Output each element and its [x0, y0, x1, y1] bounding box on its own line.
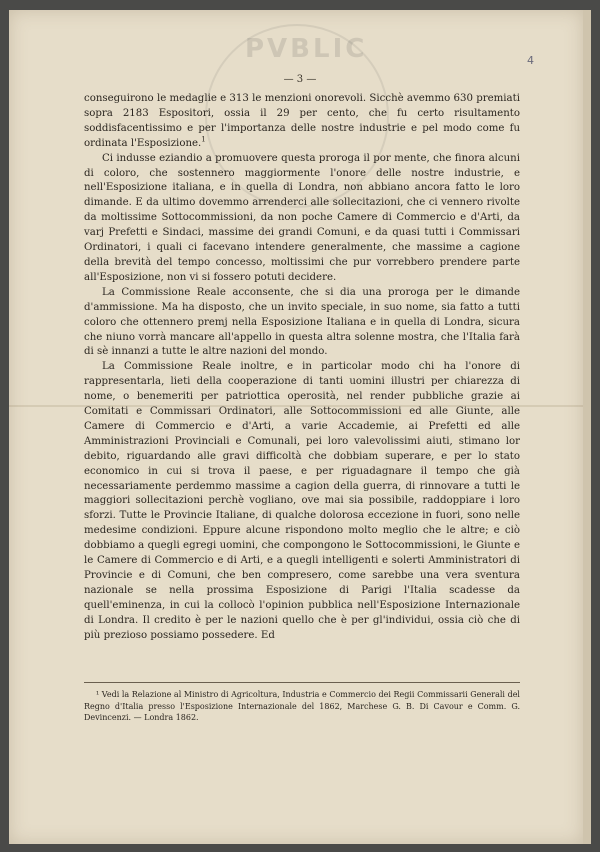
footnote — [84, 689, 520, 724]
footnote-text: ¹ Vedi la Relazione al Ministro di Agricoltura, Industria e Commercio dei Regii Commissarii Generali del Regno d'Italia presso l'Esposizione Internazionale del 1862, Marchese G. B. Di Cavour e Comm. G. Devincenzi. — Londra 1862. — [84, 690, 520, 723]
footnote-rule — [84, 682, 520, 683]
paragraph-1: conseguirono le medaglie e 313 le menzioni onorevoli. Sicchè avemmo 630 premiati sopra 2183 Espositori, ossia il 29 per cento, che fu certo risultamento soddisfacentissimo e per l'importanza delle nostre industrie e pel modo come fu ordinata l'Esposizione.$^1$ — [84, 93, 520, 149]
body-text — [84, 92, 520, 644]
paragraph-3: La Commissione Reale acconsente, che si dia una proroga per le dimande d'ammissione. Ma ha disposto, che un invito speciale, in suo nome, sia fatto a tutti coloro che ottennero premj nella Esposizione Italiana e in quella di Londra, sicura che niuno vorrà mancare all'appello in questa altra solenne mostra, che l'Italia farà di sè innanzi a tutte le altre nazioni del mondo. — [84, 286, 520, 358]
footnote-ref: 1 — [201, 135, 206, 144]
paragraph-4: La Commissione Reale inoltre, e in particolar modo chi ha l'onore di rappresentarla, lieti della cooperazione di tanti uomini illustri per chiarezza di nome, o benemeriti per patriottica operosità, nel render pubbliche grazie ai Comitati e Commissari Ordinatori, alle Sottocommissioni ed alle Giunte, alle Camere di Commercio e d'Arti, a varie Accademie, ai Prefetti ed alle Amministrazioni Provinciali e Comunali, pei loro valevolissimi aiuti, stimano lor debito, riguardando alle gravi difficoltà che dobbiam superare, e per lo stato economico in cui si trova il paese, e per riguadagnare il tempo che già necessariamente perdemmo massime a cagion della guerra, di rinnovare a tutti le maggiori sollecitazioni perchè vogliano, ove mai sia possibile, raddoppiare i loro sforzi. Tutte le Provincie Italiane, di qualche dolorosa eccezione in fuori, sono nelle medesime condizioni. Eppure alcune rispondono molto meglio che le altre; e ciò dobbiamo a quegli egregi uomini, che compongono le Sottocommissioni, le Giunte e le Camere di Commercio e di Arti, e a quegli intelligenti e solerti Amministratori di Provincie e di Comuni, che ben compresero, come sarebbe una vera sventura nazionale se nella prossima Esposizione di Parigi l'Italia scadesse da quell'eminenza, in cui la collocò l'opinion pubblica nell'Esposizione Internazionale di Londra. Il credito è per le nazioni quello che è per gl'individui, ossia ciò che di più prezioso possiamo possedere. Ed — [84, 361, 520, 641]
sheet-edge — [583, 10, 591, 844]
paragraph-2: Ci indusse eziandio a promuovere questa proroga il por mente, che finora alcuni di coloro, che sostennero maggiormente l'onore delle nostre industrie, e nell'Esposizione italiana, e in quella di Londra, non abbiano ancora fatto le loro dimande. E da ultimo dovemmo arrenderci alle sollecitazioni, che ci vennero rivolte da moltissime Sottocommissioni, da non poche Camere di Commercio e d'Arti, da varj Prefetti e Sindaci, massime dei grandi Comuni, e da quasi tutti i Commissari Ordinatori, i quali ci facevano intendere generalmente, che massime a cagione della brevità del tempo concesso, moltissimi che pur vorrebbero prendere parte all'Esposizione, non vi si fossero potuti decidere. — [84, 152, 520, 283]
page-number: — 3 — — [283, 74, 317, 85]
handwritten-note: 4 — [527, 54, 534, 67]
stamp-text: PVBLIC — [245, 34, 368, 64]
